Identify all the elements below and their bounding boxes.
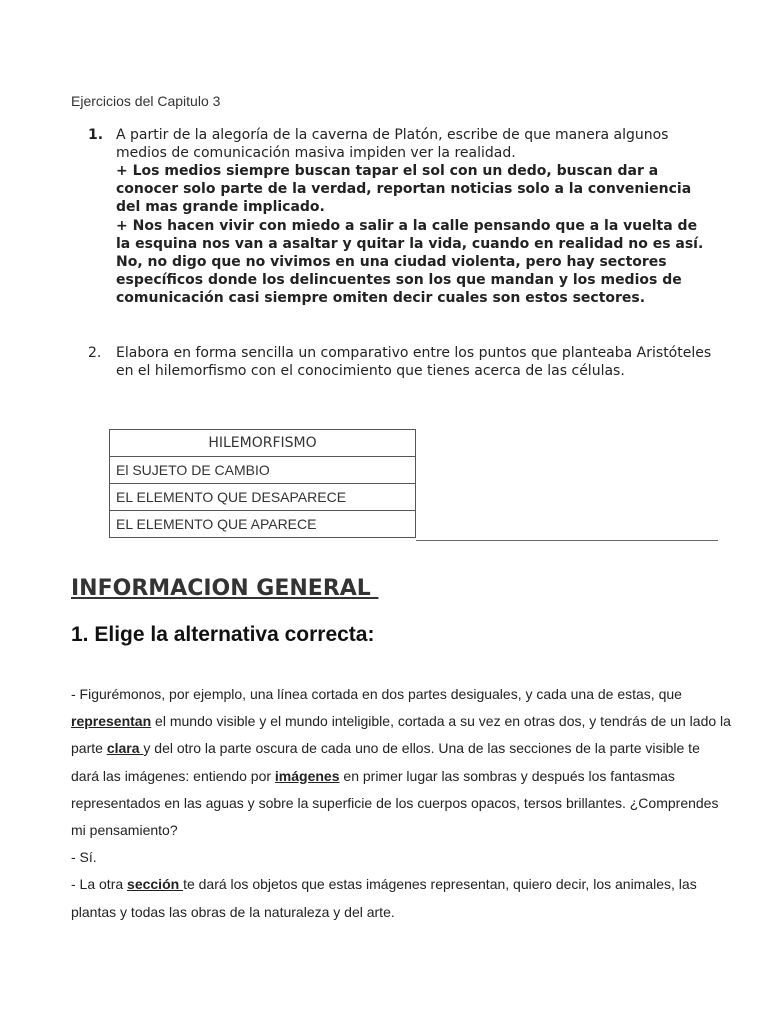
question-1-answer	[116, 162, 716, 308]
table-header-row	[110, 430, 416, 457]
keyword-representan: representan	[71, 713, 152, 730]
passage-text: te dará los objetos que estas imágenes representan, quiero decir, los animales, las plantas y todas las obras de la naturaleza y del arte.	[71, 876, 697, 920]
keyword-imagenes: imágenes	[274, 767, 340, 784]
answer-point-1: + Los medios siempre buscan tapar el sol con un dedo, buscan dar a conocer solo parte de la verdad, reportan noticias solo a la conveniencia del mas grande implicado.	[116, 163, 692, 216]
table-row	[110, 457, 416, 484]
reading-passage	[71, 681, 731, 926]
passage-paragraph-2: - Sí.	[71, 849, 97, 866]
passage-text: y del otro la parte oscura de cada uno de ellos. Una de las secciones de la parte visible te dará las imágenes: entiendo por	[71, 740, 700, 784]
passage-text: - La otra	[71, 876, 128, 893]
passage-text: en primer lugar las sombras y después los fantasmas representados en las aguas y sobre la superficie de los cuerpos opacos, tersos brillantes. ¿Comprendes mi pensamiento?	[71, 767, 719, 839]
table-extension-rule	[416, 540, 718, 541]
instruction-heading: 1. Elige la alternativa correcta:	[71, 623, 375, 646]
question-2-prompt: Elabora en forma sencilla un comparativo entre los puntos que planteaba Aristóteles en el hilemorfismo con el conocimiento que tienes acerca de las células.	[116, 345, 712, 380]
question-2-number: 2.	[88, 345, 102, 361]
table-cell: El SUJETO DE CAMBIO	[110, 457, 416, 484]
passage-paragraph-1	[71, 681, 731, 844]
passage-text: el mundo visible y el mundo inteligible, cortada a su vez en otras dos, y tendrás de un lado la parte	[71, 713, 731, 757]
table-row	[110, 511, 416, 538]
table-row	[110, 484, 416, 511]
document-heading: Ejercicios del Capitulo 3	[71, 93, 221, 109]
keyword-seccion: sección	[127, 876, 184, 893]
section-title: INFORMACION GENERAL	[71, 576, 379, 601]
passage-text: - Figurémonos, por ejemplo, una línea cortada en dos partes desiguales, y cada una de estas, que	[71, 686, 682, 702]
hilemorfismo-table	[109, 429, 416, 538]
question-1-number: 1.	[88, 127, 104, 143]
passage-paragraph-3	[71, 871, 731, 925]
table-cell: EL ELEMENTO QUE APARECE	[110, 511, 416, 538]
keyword-clara: clara	[106, 740, 144, 757]
answer-point-2: + Nos hacen vivir con miedo a salir a la calle pensando que a la vuelta de la esquina nos van a asaltar y quitar la vida, cuando en realidad no es así. No, no digo que no vivimos en una ciudad violenta, pero hay sectores específicos donde los delincuentes son los que mandan y los medios de comunicación casi siempre omiten decir cuales son estos sectores.	[116, 217, 704, 307]
question-1-prompt: A partir de la alegoría de la caverna de Platón, escribe de que manera algunos medios de comunicación masiva impiden ver la realidad.	[116, 127, 669, 162]
table-header: HILEMORFISMO	[110, 430, 416, 457]
table-cell: EL ELEMENTO QUE DESAPARECE	[110, 484, 416, 511]
